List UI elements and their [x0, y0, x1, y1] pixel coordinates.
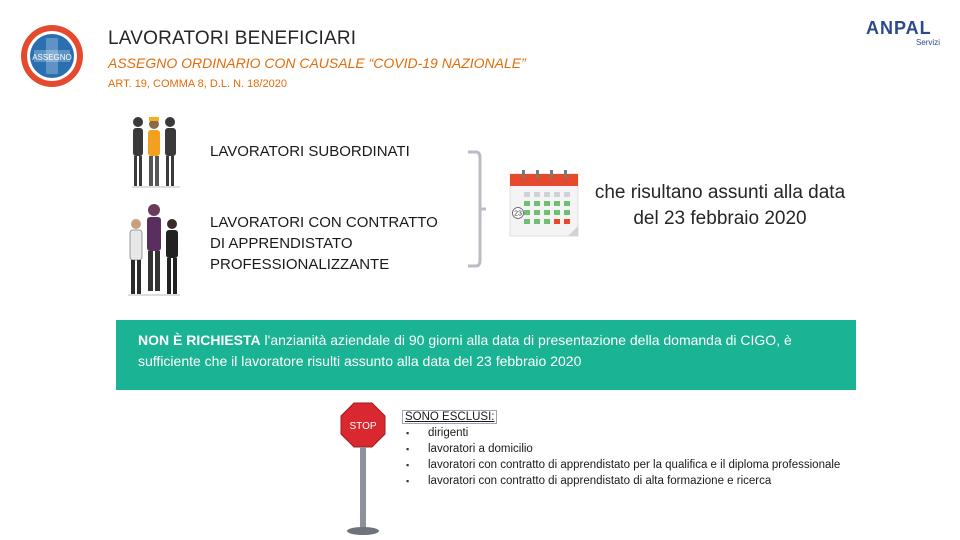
- info-banner: [116, 320, 856, 390]
- calendar-icon: [506, 168, 582, 240]
- anpal-logo: [866, 18, 942, 48]
- banner-text: [138, 330, 838, 372]
- workers-group-icon: [124, 112, 188, 192]
- banner-body: l'anzianità aziendale di 90 giorni alla data di presentazione della domanda di CIGO, è sufficiente che il lavoratore risulti assunto alla data del 23 febbraio 2020: [138, 332, 792, 369]
- category-apprentices: LAVORATORI CON CONTRATTO DI APPRENDISTATO PROFESSIONALIZZANTE: [210, 214, 438, 273]
- list-item: ▪ dirigenti: [402, 425, 852, 441]
- calendar-day: 23: [514, 210, 522, 218]
- apprentices-group-icon: [124, 200, 184, 300]
- hire-date-condition: che risultano assunti alla data del 23 febbraio 2020: [594, 182, 846, 229]
- bracket-divider: [466, 150, 488, 268]
- stop-sign-icon: [340, 402, 386, 536]
- list-item: ▪ lavoratori con contratto di apprendistato di alta formazione e ricerca: [402, 473, 852, 489]
- banner-bold: NON È RICHIESTA: [138, 332, 261, 348]
- exclusions-list: [402, 410, 852, 489]
- stop-label: STOP: [349, 421, 377, 432]
- assegno-badge-icon: [20, 24, 84, 88]
- page-title: LAVORATORI BENEFICIARI: [108, 28, 357, 49]
- list-item: ▪ lavoratori con contratto di apprendistato per la qualifica e il diploma professionale: [402, 457, 852, 473]
- logo-text: ANPAL: [866, 18, 932, 38]
- legal-reference: ART. 19, COMMA 8, D.L. N. 18/2020: [108, 78, 287, 90]
- category-employees: LAVORATORI SUBORDINATI: [210, 143, 410, 160]
- badge-label: ASSEGNO: [32, 53, 72, 62]
- page-subtitle: ASSEGNO ORDINARIO CON CAUSALE “COVID-19 NAZIONALE”: [108, 55, 526, 71]
- exclusions-heading: SONO ESCLUSI:: [402, 410, 497, 424]
- list-item: ▪ lavoratori a domicilio: [402, 441, 852, 457]
- logo-subtext: Servizi: [915, 38, 940, 47]
